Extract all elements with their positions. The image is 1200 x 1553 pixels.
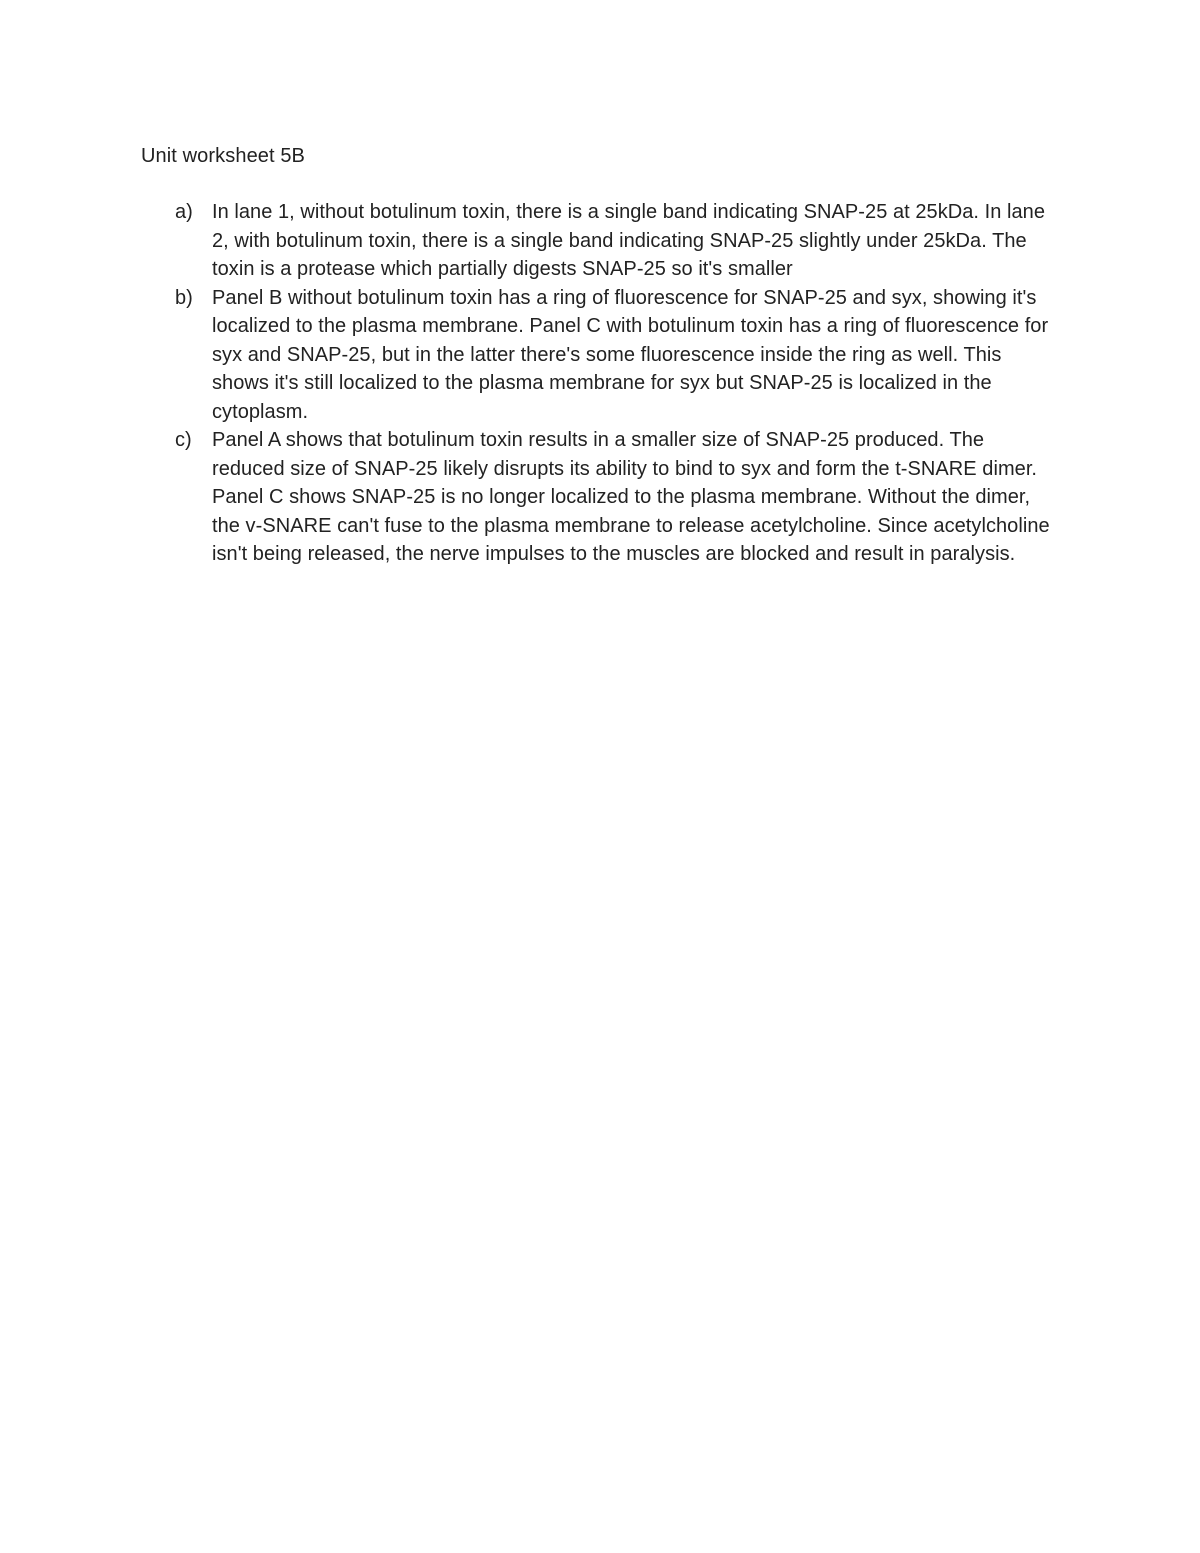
answer-marker-a: a)	[175, 201, 193, 223]
document-title: Unit worksheet 5B	[141, 145, 305, 167]
answer-list	[141, 198, 1061, 569]
answer-item-a	[141, 198, 1061, 284]
answer-item-b	[141, 284, 1061, 427]
answer-item-c	[141, 426, 1061, 569]
answer-marker-c: c)	[175, 429, 192, 451]
answer-marker-b: b)	[175, 286, 193, 309]
answer-text-c: Panel A shows that botulinum toxin results in a smaller size of SNAP-25 produced. The reduced size of SNAP-25 likely disrupts its ability to bind to syx and form the t-SNARE dimer. Panel C shows SNAP-25 is no longer localized to the plasma membrane. Without the dimer, the v-SNARE can't fuse to the plasma membrane to release acetylcholine. Since acetylcholine isn't being released, the nerve impulses to the muscles are blocked and result in paralysis.	[212, 429, 1050, 565]
answer-text-b: Panel B without botulinum toxin has a ring of fluorescence for SNAP-25 and syx, showing it's localized to the plasma membrane. Panel C with botulinum toxin has a ring of fluorescence for syx and SNAP-25, but in the latter there's some fluorescence inside the ring as well. This shows it's still localized to the plasma membrane for syx but SNAP-25 is localized in the cytoplasm.	[212, 286, 1049, 423]
answer-text-a: In lane 1, without botulinum toxin, there is a single band indicating SNAP-25 at 25kDa. In lane 2, with botulinum toxin, there is a single band indicating SNAP-25 slightly under 25kDa. The toxin is a protease which partially digests SNAP-25 so it's smaller	[212, 201, 1046, 280]
